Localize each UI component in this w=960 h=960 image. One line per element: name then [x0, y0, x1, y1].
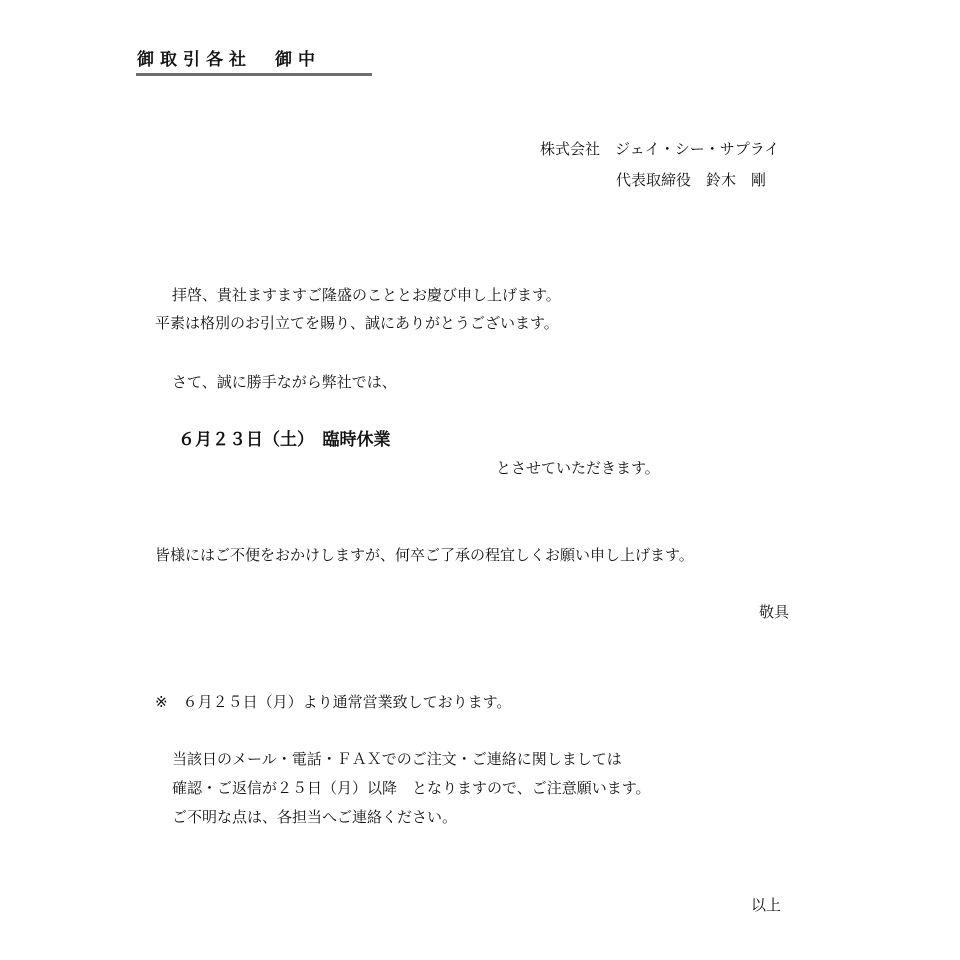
- greeting-line: 拝啓、貴社ますますご隆盛のこととお慶び申し上げます。: [172, 286, 561, 304]
- note-detail-line: 当該日のメール・電話・ＦＡＸでのご注文・ご連絡に関しましては: [172, 750, 622, 768]
- greeting-line: 平素は格別のお引立てを賜り、誠にありがとうございます。: [155, 314, 559, 332]
- addressee: 御取引各社 御中: [137, 50, 321, 70]
- closing-keigu: 敬具: [759, 603, 790, 621]
- intro-text: さて、誠に勝手ながら弊社では、: [172, 373, 397, 391]
- addressee-underline: [136, 73, 372, 76]
- closing-ijou: 以上: [751, 896, 782, 914]
- note-main: ※ ６月２５日（月）より通常営業致しております。: [155, 693, 512, 711]
- apology-text: 皆様にはご不便をおかけしますが、何卒ご了承の程宜しくお願い申し上げます。: [155, 546, 694, 564]
- sender-company: 株式会社 ジェイ・シー・サプライ: [540, 140, 780, 158]
- note-detail-line: ご不明な点は、各担当へご連絡ください。: [172, 808, 458, 826]
- closure-tail: とさせていただきます。: [496, 459, 660, 477]
- sender-representative: 代表取締役 鈴木 剛: [616, 171, 767, 189]
- note-detail-line: 確認・ご返信が２５日（月）以降 となりますので、ご注意願います。: [172, 779, 651, 797]
- closure-headline: ６月２３日（土） 臨時休業: [178, 430, 391, 450]
